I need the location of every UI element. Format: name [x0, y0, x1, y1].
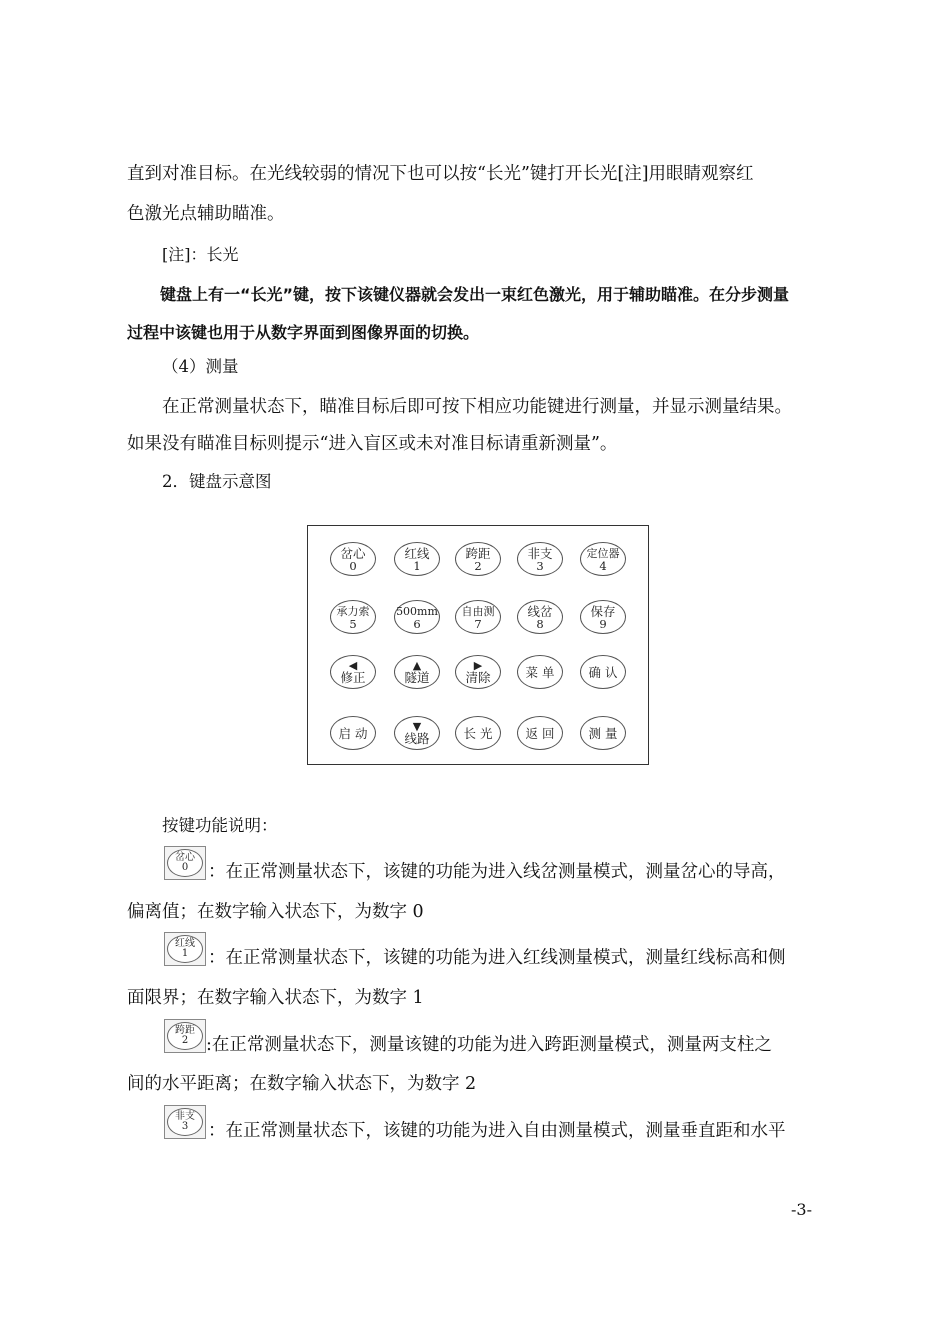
key-desc-line: :在正常测量状态下，测量该键的功能为进入跨距测量模式，测量两支柱之 — [206, 1035, 772, 1055]
arrow-up-icon: ▲ — [412, 658, 422, 672]
key-number: 3 — [536, 558, 544, 573]
key-desc-line: ：在正常测量状态下，该键的功能为进入自由测量模式，测量垂直距和水平 — [208, 1121, 786, 1141]
keypad-diagram — [307, 525, 649, 765]
arrow-right-icon: ▶ — [473, 658, 483, 672]
key-label: 长 光 — [463, 725, 493, 741]
key-label: 500mm — [396, 604, 438, 618]
note-line: 过程中该键也用于从数字界面到图像界面的切换。 — [127, 323, 480, 342]
key-number: 1 — [413, 558, 421, 573]
key-label: 菜 单 — [525, 664, 555, 680]
page-number: -3- — [791, 1200, 812, 1219]
key-label: 启 动 — [338, 725, 368, 741]
key-desc-line: 面限界；在数字输入状态下，为数字 1 — [127, 988, 424, 1008]
paragraph-line: 直到对准目标。在光线较弱的情况下也可以按“长光”键打开长光[注]用眼睛观察红 — [127, 164, 754, 184]
keypad-key — [580, 716, 626, 750]
key-label: 承力索 — [336, 604, 370, 618]
keypad-key — [394, 600, 440, 634]
key-label: 自由测 — [461, 604, 495, 618]
keypad-key — [517, 716, 563, 750]
paragraph-line: 色激光点辅助瞄准。 — [127, 204, 285, 224]
keypad-key — [455, 716, 501, 750]
key-icon-chaxin: 岔心 0 — [164, 846, 206, 880]
key-number: 4 — [599, 558, 607, 573]
key-label: 修正 — [340, 669, 366, 685]
key-label: 定位器 — [586, 546, 620, 560]
keypad-key — [517, 655, 563, 689]
keypad-key — [517, 600, 563, 634]
keypad-key — [517, 542, 563, 576]
key-number: 8 — [536, 616, 544, 631]
keypad-key — [455, 655, 501, 689]
arrow-down-icon: ▼ — [412, 719, 422, 733]
key-desc-line: ：在正常测量状态下，该键的功能为进入线岔测量模式，测量岔心的导高， — [208, 862, 786, 882]
keypad-key — [330, 655, 376, 689]
key-number: 9 — [599, 616, 607, 631]
key-icon-hongxian: 红线 1 — [164, 932, 206, 966]
key-number: 5 — [349, 616, 357, 631]
note-line: 键盘上有一“长光”键，按下该键仪器就会发出一束红色激光，用于辅助瞄准。在分步测量 — [160, 285, 790, 304]
keypad-key — [394, 542, 440, 576]
key-label: 返 回 — [525, 725, 555, 741]
key-label: 非支 — [527, 545, 553, 561]
key-number: 2 — [474, 558, 482, 573]
arrow-left-icon: ◀ — [348, 658, 358, 672]
key-label: 隧道 — [404, 669, 430, 685]
keypad-key — [394, 655, 440, 689]
key-label: 岔心 — [340, 545, 366, 561]
key-label: 确 认 — [588, 664, 618, 680]
keypad-key — [394, 716, 440, 750]
key-icon-kuaju: 跨距 2 — [164, 1019, 206, 1053]
key-number: 7 — [474, 616, 482, 631]
keypad-key — [580, 600, 626, 634]
keypad-key — [580, 655, 626, 689]
key-number: 6 — [413, 616, 421, 631]
paragraph-line: 如果没有瞄准目标则提示“进入盲区或未对准目标请重新测量”。 — [127, 434, 618, 454]
key-label: 保存 — [590, 603, 616, 619]
key-label: 线路 — [404, 730, 430, 746]
paragraph-line: 在正常测量状态下，瞄准目标后即可按下相应功能键进行测量，并显示测量结果。 — [162, 397, 792, 417]
key-label: 清除 — [465, 669, 491, 685]
keypad-key — [455, 600, 501, 634]
key-number: 0 — [349, 558, 357, 573]
key-label: 线岔 — [527, 603, 553, 619]
key-desc-line: ：在正常测量状态下，该键的功能为进入红线测量模式，测量红线标高和侧 — [208, 948, 786, 968]
step4-title: （4）测量 — [162, 357, 239, 376]
keypad-key — [580, 542, 626, 576]
key-desc-title: 按键功能说明： — [162, 816, 278, 835]
note-title: [注]：长光 — [162, 245, 239, 264]
keypad-key — [330, 600, 376, 634]
key-label: 红线 — [404, 545, 430, 561]
key-desc-line: 间的水平距离；在数字输入状态下，为数字 2 — [127, 1074, 477, 1094]
keypad-key — [330, 716, 376, 750]
key-label: 测 量 — [588, 725, 618, 741]
key-icon-feizhi: 非支 3 — [164, 1105, 206, 1139]
keypad-key — [330, 542, 376, 576]
key-desc-line: 偏离值；在数字输入状态下，为数字 0 — [127, 902, 424, 922]
key-label: 跨距 — [465, 545, 491, 561]
keypad-key — [455, 542, 501, 576]
section-title: 2．键盘示意图 — [162, 472, 272, 491]
